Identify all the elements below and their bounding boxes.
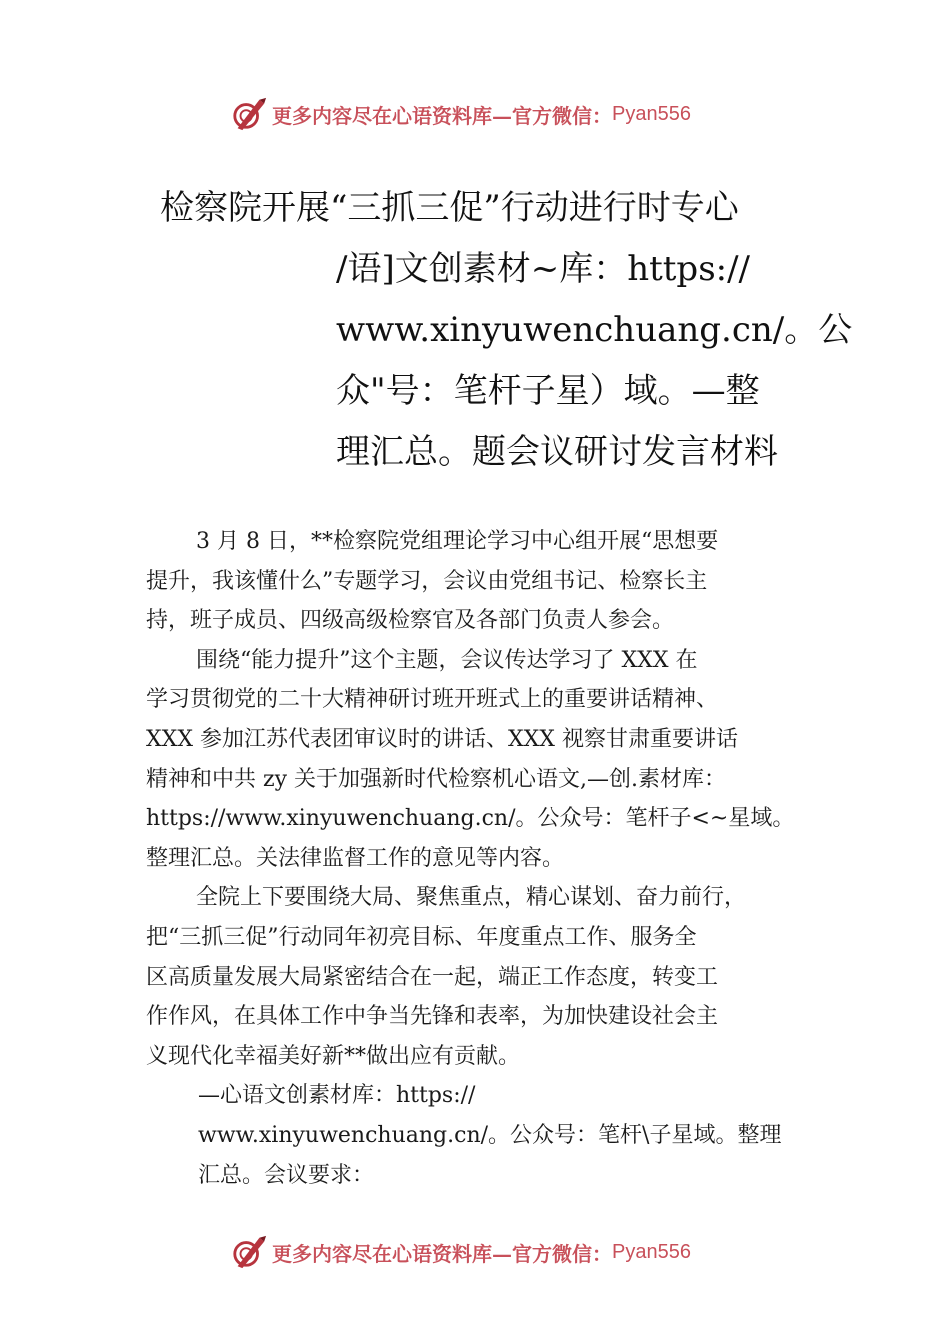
body-line: 学习贯彻党的二十大精神研讨班开班式上的重要讲话精神、 [146, 687, 719, 713]
footer-watermark-banner [230, 1232, 750, 1272]
body-line: 汇总。会议要求： [198, 1162, 375, 1188]
pen-logo-icon [230, 96, 268, 132]
body-line: 围绕“能力提升”这个主题，会议传达学习了 XXX 在 [196, 647, 698, 673]
body-line: —心语文创素材库：https:// [198, 1083, 476, 1109]
body-line: 区高质量发展大局紧密结合在一起，端正工作态度，转变工 [146, 964, 719, 990]
title-line: 理汇总。题会议研讨发言材料 [336, 432, 778, 472]
title-line: /语]文创素材~库：https:// [336, 249, 751, 289]
title-line: www.xinyuwenchuang.cn/。公 [336, 310, 853, 350]
pen-logo-icon [230, 1234, 268, 1270]
title-line: 检察院开展“三抓三促”行动进行时专心 [160, 188, 739, 228]
banner-wechat-id: Pyan556 [612, 102, 691, 125]
body-line: 义现代化幸福美好新**做出应有贡献。 [146, 1043, 521, 1069]
body-line: https://www.xinyuwenchuang.cn/。公众号：笔杆子<~星域。 [146, 806, 795, 832]
banner-wechat-id: Pyan556 [612, 1240, 691, 1263]
banner-text-cn: 更多内容尽在心语资料库—官方微信： [272, 103, 612, 128]
body-line: 把“三抓三促”行动同年初亮目标、年度重点工作、服务全 [146, 924, 697, 950]
body-line: 提升，我该懂什么”专题学习，会议由党组书记、检察长主 [146, 568, 708, 594]
body-line: 作作风，在具体工作中争当先锋和表率，为加快建设社会主 [146, 1004, 719, 1030]
body-line: 3 月 8 日，**检察院党组理论学习中心组开展“思想要 [196, 529, 719, 554]
title-line: 众"号：笔杆子星）域。—整 [336, 371, 760, 411]
body-line: 整理汇总。关法律监督工作的意见等内容。 [146, 845, 565, 871]
header-watermark-banner [230, 94, 750, 134]
body-line: 全院上下要围绕大局、聚焦重点，精心谋划、奋力前行， [196, 885, 747, 911]
body-line: 持，班子成员、四级高级检察官及各部门负责人参会。 [146, 608, 675, 634]
body-line: www.xinyuwenchuang.cn/。公众号：笔杆\子星域。整理 [198, 1122, 782, 1148]
document-body [146, 522, 836, 1195]
body-line: XXX 参加江苏代表团审议时的讲话、XXX 视察甘肃重要讲话 [146, 726, 738, 752]
document-title [160, 178, 853, 483]
banner-text-cn: 更多内容尽在心语资料库—官方微信： [272, 1241, 612, 1266]
body-line: 精神和中共 zy 关于加强新时代检察机心语文,—创.素材库： [146, 766, 726, 792]
